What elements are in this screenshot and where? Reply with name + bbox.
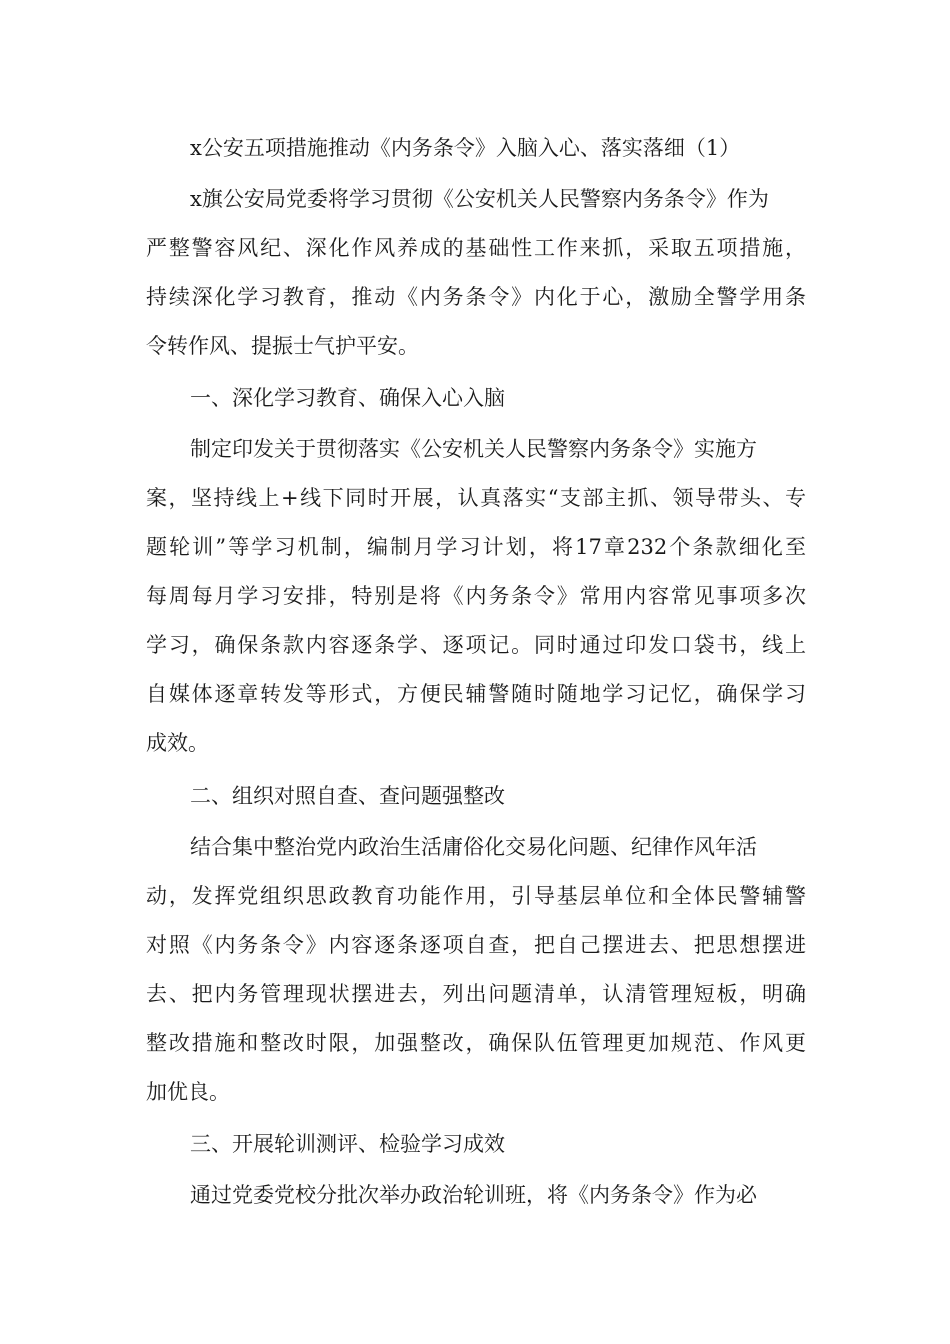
paragraph-line: 通过党委党校分批次举办政治轮训班，将《内务条令》作为必 (190, 1183, 757, 1207)
section-heading: 三、开展轮训测评、检验学习成效 (190, 1132, 505, 1156)
paragraph-line: 严整警容风纪、深化作风养成的基础性工作来抓，采取五项措施， (146, 236, 806, 260)
paragraph-line: 每周每月学习安排，特别是将《内务条令》常用内容常见事项多次 (146, 584, 806, 608)
section-heading: 一、深化学习教育、确保入心入脑 (190, 386, 505, 410)
paragraph-line: 题轮训”等学习机制，编制月学习计划，将17章232个条款细化至 (146, 535, 806, 559)
paragraph-line: 整改措施和整改时限，加强整改，确保队伍管理更加规范、作风更 (146, 1031, 806, 1055)
paragraph-line: x旗公安局党委将学习贯彻《公安机关人民警察内务条令》作为 (190, 187, 769, 211)
paragraph-line: 学习，确保条款内容逐条学、逐项记。同时通过印发口袋书，线上 (146, 633, 806, 657)
paragraph-line: 成效。 (146, 731, 209, 755)
paragraph-line: 结合集中整治党内政治生活庸俗化交易化问题、纪律作风年活 (190, 835, 757, 859)
document-title: x公安五项措施推动《内务条令》入脑入心、落实落细（1） (190, 136, 741, 160)
paragraph-line: 加优良。 (146, 1080, 230, 1104)
paragraph-line: 动，发挥党组织思政教育功能作用，引导基层单位和全体民警辅警 (146, 884, 806, 908)
paragraph-line: 去、把内务管理现状摆进去，列出问题清单，认清管理短板，明确 (146, 982, 806, 1006)
paragraph-line: 制定印发关于贯彻落实《公安机关人民警察内务条令》实施方 (190, 437, 757, 461)
paragraph-line: 案，坚持线上+线下同时开展，认真落实“支部主抓、领导带头、专 (146, 486, 806, 510)
section-heading: 二、组织对照自查、查问题强整改 (190, 784, 505, 808)
paragraph-line: 对照《内务条令》内容逐条逐项自查，把自己摆进去、把思想摆进 (146, 933, 806, 957)
paragraph-line: 令转作风、提振士气护平安。 (146, 334, 419, 358)
paragraph-line: 自媒体逐章转发等形式，方便民辅警随时随地学习记忆，确保学习 (146, 682, 806, 706)
paragraph-line: 持续深化学习教育，推动《内务条令》内化于心，激励全警学用条 (146, 285, 806, 309)
